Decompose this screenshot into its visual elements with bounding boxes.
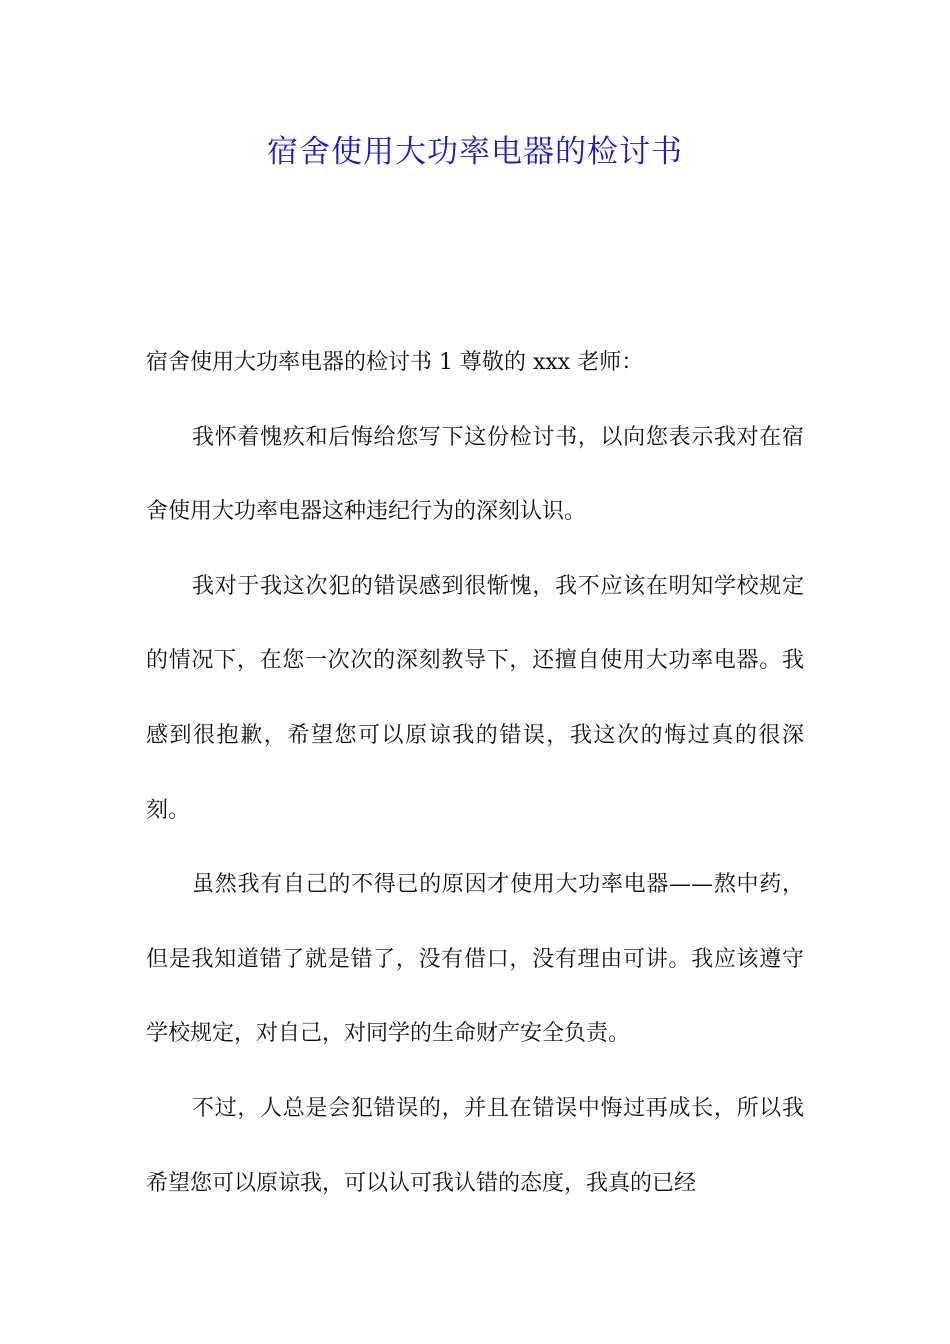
body-paragraph: 不过，人总是会犯错误的，并且在错误中悔过再成长，所以我希望您可以原谅我，可以认可我认错的态度，我真的已经 bbox=[146, 1095, 804, 1196]
body-paragraph: 虽然我有自己的不得已的原因才使用大功率电器——熬中药，但是我知道错了就是错了，没有借口，没有理由可讲。我应该遵守学校规定，对自己，对同学的生命财产安全负责。 bbox=[146, 872, 804, 1047]
salutation-paragraph: 宿舍使用大功率电器的检讨书 1 尊敬的 xxx 老师： bbox=[146, 350, 644, 375]
body-paragraph: 我对于我这次犯的错误感到很惭愧，我不应该在明知学校规定的情况下，在您一次次的深刻教导下，还擅自使用大功率电器。我感到很抱歉，希望您可以原谅我的错误，我这次的悔过真的很深刻。 bbox=[146, 573, 804, 823]
document-title: 宿舍使用大功率电器的检讨书 bbox=[267, 134, 683, 170]
body-paragraph: 我怀着愧疚和后悔给您写下这份检讨书，以向您表示我对在宿舍使用大功率电器这种违纪行为的深刻认识。 bbox=[146, 424, 804, 525]
document-body bbox=[146, 326, 804, 1221]
